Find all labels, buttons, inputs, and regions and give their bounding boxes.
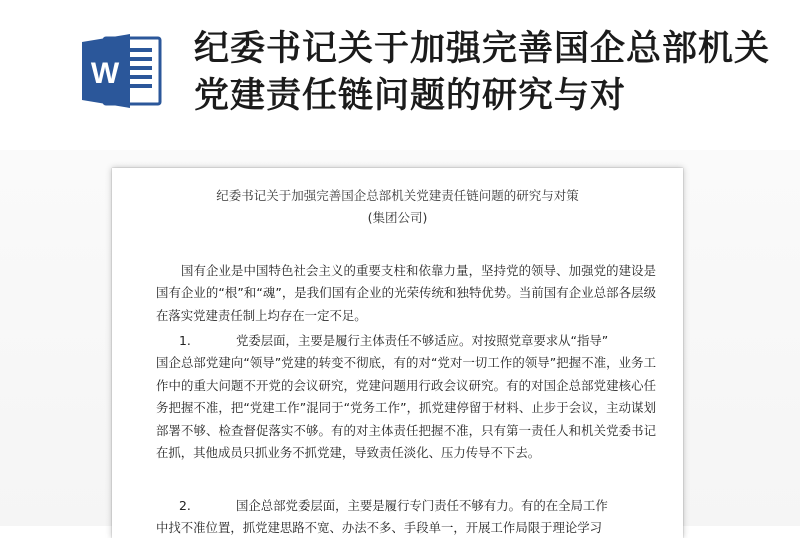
word-icon-letter: W	[90, 57, 120, 90]
document-title: 纪委书记关于加强完善国企总部机关党建责任链问题的研究与对策	[216, 188, 579, 203]
list-item-first-line: 国企总部党委层面，主要是履行专门责任不够有力。有的在全局工作	[236, 498, 608, 513]
banner	[0, 0, 800, 150]
list-item-number: 2.	[179, 498, 191, 513]
banner-title: 纪委书记关于加强完善国企总部机关党建责任链问题的研究与对	[194, 29, 771, 116]
list-item-text: 国企总部党建向“领导”党建的转变不彻底，有的对“党对一切工作的领导”把握不准，业务工作中的重大问题不开党的会议研究，党建问题用行政会议研究。有的对国企总部党建核心任务把握不准，把“党建工作”混同于“党务工作”，抓党建停留于材料、止步于会议，主动谋划部署不够、检查督促落实不够。有的对主体责任把握不准，只有第一责任人和机关党委书记在抓，其他成员只抓业务不抓党建，导致责任淡化、压力传导不下去。	[156, 355, 656, 461]
paragraph-intro: 国有企业是中国特色社会主义的重要支柱和依靠力量，坚持党的领导、加强党的建设是国有企业的“根”和“魂”，是我们国有企业的光荣传统和独特优势。当前国有企业总部各层级在落实党建责任制上均存在一定不足。	[156, 263, 656, 323]
document-subtitle: (集团公司)	[367, 210, 428, 225]
list-item-number: 1.	[179, 333, 191, 348]
list-item-first-line: 党委层面，主要是履行主体责任不够适应。对按照党章要求从“指导”	[236, 333, 609, 348]
document-page	[112, 168, 683, 538]
word-document-icon	[78, 32, 164, 110]
list-item-text: 中找不准位置，抓党建思路不宽、办法不多、手段单一，开展工作局限于理论学习	[156, 520, 603, 536]
